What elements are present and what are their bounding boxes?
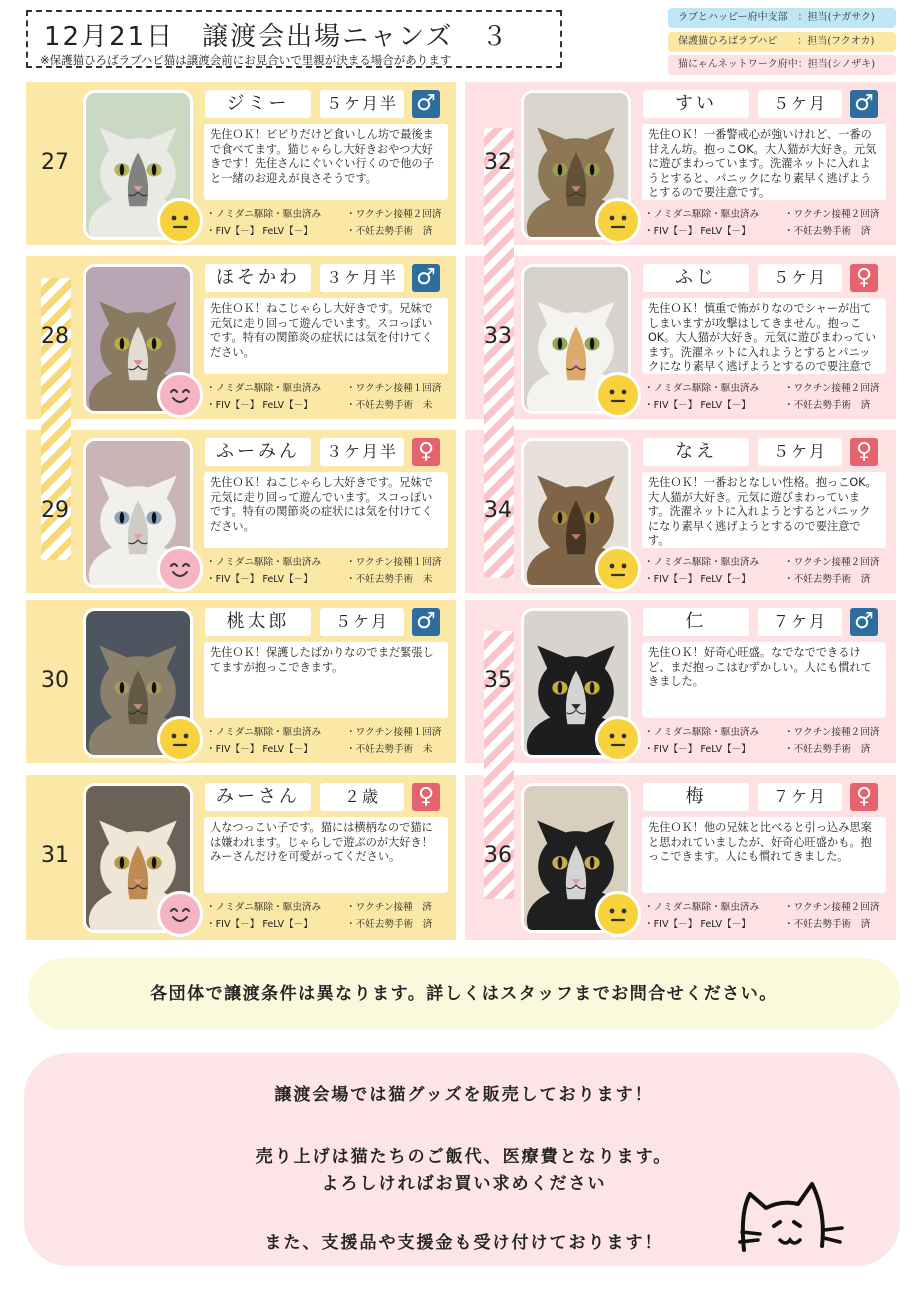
- happy-face-icon: [157, 372, 203, 418]
- cat-description: 先住ＯＫ！保護したばかりなのでまだ緊張してますが抱っこできます。: [204, 642, 448, 718]
- cat-medical-status: [206, 724, 452, 760]
- male-icon: ♂: [412, 264, 440, 292]
- cat-number: 27: [41, 150, 69, 175]
- cat-medical-status: [644, 554, 890, 590]
- cat-description: 先住ＯＫ！一番おとなしい性格。抱っこOK。大人猫が大好き。元気に遊びまわっています。洗濯ネットに入れようとするとパニックになり素早く逃げようとするので要注意です。: [642, 472, 886, 548]
- cat-number: 35: [484, 668, 512, 693]
- status-item: ・ノミダニ駆除・駆虫済み: [206, 557, 322, 568]
- happy-face-icon: [157, 891, 203, 937]
- status-item: ・ワクチン接種２回済: [784, 727, 880, 738]
- neutral-face-icon: [595, 716, 641, 762]
- status-item: ・FIV【－】 FeLV【－】: [644, 400, 751, 411]
- status-item: ・不妊去勢手術 済: [346, 919, 433, 930]
- goods-line-4: また、支援品や支援金も受け付けております！: [264, 1233, 664, 1253]
- cat-medical-status: [644, 899, 890, 935]
- status-item: ・不妊去勢手術 済: [784, 226, 871, 237]
- cat-age: ３ケ月半: [320, 264, 404, 292]
- female-icon: ♀: [850, 783, 878, 811]
- female-icon: ♀: [850, 264, 878, 292]
- goods-line-3: よろしければお買い求めください: [321, 1174, 607, 1194]
- status-item: ・不妊去勢手術 未: [346, 574, 433, 585]
- status-item: ・ノミダニ駆除・駆虫済み: [644, 727, 760, 738]
- page-title: 12月21日 譲渡会出場ニャンズ ３: [44, 22, 510, 52]
- cat-number: 28: [41, 324, 69, 349]
- cat-age: ５ケ月: [320, 608, 404, 636]
- cat-age: ５ケ月: [758, 90, 842, 118]
- cat-medical-status: [206, 380, 452, 416]
- cat-number: 31: [41, 843, 69, 868]
- cat-name: 梅: [643, 783, 749, 811]
- neutral-face-icon: [595, 546, 641, 592]
- status-item: ・FIV【－】 FeLV【－】: [644, 574, 751, 585]
- male-icon: ♂: [850, 608, 878, 636]
- status-item: ・ワクチン接種２回済: [784, 557, 880, 568]
- neutral-face-icon: [595, 198, 641, 244]
- legend-item: 保護猫ひろばラブハピ ：担当(フクオカ): [668, 32, 896, 52]
- neutral-face-icon: [595, 891, 641, 937]
- status-item: ・ワクチン接種２回済: [784, 383, 880, 394]
- cat-age: ３ケ月半: [320, 438, 404, 466]
- status-item: ・ノミダニ駆除・駆虫済み: [644, 209, 760, 220]
- cat-description: 先住ＯＫ！ねこじゃらし大好きです。兄妹で元気に走り回って遊んでいます。スコっぽいです。特有の関節炎の症状には気を付けてください。: [204, 298, 448, 374]
- status-item: ・FIV【－】 FeLV【－】: [206, 574, 313, 585]
- male-icon: ♂: [850, 90, 878, 118]
- status-item: ・ノミダニ駆除・駆虫済み: [644, 383, 760, 394]
- neutral-face-icon: [157, 198, 203, 244]
- status-item: ・ノミダニ駆除・駆虫済み: [644, 557, 760, 568]
- cat-description: 先住ＯＫ！一番警戒心が強いけれど、一番の甘えん坊。抱っこOK。大人猫が大好き。元気に遊びまわっています。洗濯ネットに入れようとすると、パニックになり素早く逃げようとするので要注意です。: [642, 124, 886, 200]
- cat-name: ふーみん: [205, 438, 311, 466]
- status-item: ・FIV【－】 FeLV【－】: [644, 919, 751, 930]
- cat-number: 32: [484, 150, 512, 175]
- status-item: ・ワクチン接種２回済: [784, 209, 880, 220]
- status-item: ・ノミダニ駆除・駆虫済み: [644, 902, 760, 913]
- cat-name: みーさん: [205, 783, 311, 811]
- cat-medical-status: [644, 206, 890, 242]
- adoption-conditions-banner: 各団体で譲渡条件は異なります。詳しくはスタッフまでお問合せください。: [28, 958, 900, 1030]
- cat-description: 先住ＯＫ！慎重で怖がりなのでシャーが出てしまいますが攻撃はしてきません。抱っこOK。大人猫が大好き。元気に遊びまわっています。洗濯ネットに入れようとするとパニックになり素早く逃げようとするので要注意で: [642, 298, 886, 374]
- cat-medical-status: [644, 380, 890, 416]
- status-item: ・FIV【－】 FeLV【－】: [644, 226, 751, 237]
- cat-name: ほそかわ: [205, 264, 311, 292]
- male-icon: ♂: [412, 90, 440, 118]
- goods-line-2: 売り上げは猫たちのご飯代、医療費となります。: [255, 1147, 673, 1167]
- status-item: ・ノミダニ駆除・駆虫済み: [206, 727, 322, 738]
- cat-number: 34: [484, 498, 512, 523]
- cat-age: ５ケ月: [758, 438, 842, 466]
- status-item: ・FIV【－】 FeLV【－】: [206, 744, 313, 755]
- cat-medical-status: [644, 724, 890, 760]
- status-item: ・不妊去勢手術 未: [346, 400, 433, 411]
- status-item: ・FIV【－】 FeLV【－】: [206, 919, 313, 930]
- cat-name: 仁: [643, 608, 749, 636]
- status-item: ・FIV【－】 FeLV【－】: [206, 226, 313, 237]
- cat-name: ジミー: [205, 90, 311, 118]
- cat-age: ７ケ月: [758, 608, 842, 636]
- cat-description: 先住ＯＫ！ねこじゃらし大好きです。兄妹で元気に走り回って遊んでいます。スコっぽいです。特有の関節炎の症状には気を付けてください。: [204, 472, 448, 548]
- status-item: ・ワクチン接種１回済: [346, 383, 442, 394]
- cat-description: 人なつっこい子です。猫には横柄なので猫には嫌われます。じゃらしで遊ぶのが大好き！みーさんだけを可愛がってください。: [204, 817, 448, 893]
- cat-medical-status: [206, 206, 452, 242]
- header-note: ※保護猫ひろばラブハピ猫は譲渡会前にお見合いで里親が決まる場合があります: [40, 53, 452, 67]
- cat-age: ５ケ月半: [320, 90, 404, 118]
- status-item: ・ワクチン接種１回済: [346, 727, 442, 738]
- goods-line-1: 譲渡会場では猫グッズを販売しております！: [274, 1085, 654, 1105]
- status-item: ・FIV【－】 FeLV【－】: [644, 744, 751, 755]
- cat-number: 33: [484, 324, 512, 349]
- cat-description: 先住ＯＫ！ビビりだけど食いしん坊で最後まで食べてます。猫じゃらし大好きおやつ大好きです！先住さんにぐいぐい行くので他の子と一緒のお迎えが良さそうです。: [204, 124, 448, 200]
- status-item: ・不妊去勢手術 済: [784, 400, 871, 411]
- status-item: ・不妊去勢手術 済: [784, 744, 871, 755]
- status-item: ・不妊去勢手術 未: [346, 744, 433, 755]
- cat-age: ７ケ月: [758, 783, 842, 811]
- female-icon: ♀: [412, 783, 440, 811]
- cat-description: 先住ＯＫ！他の兄妹と比べると引っ込み思案と思われていましたが、好奇心旺盛かも。抱っこできます。人にも慣れてきました。: [642, 817, 886, 893]
- cat-doodle-icon: [736, 1172, 846, 1264]
- happy-face-icon: [157, 546, 203, 592]
- status-item: ・ワクチン接種２回済: [784, 902, 880, 913]
- neutral-face-icon: [595, 372, 641, 418]
- cat-number: 36: [484, 843, 512, 868]
- status-item: ・ノミダニ駆除・駆虫済み: [206, 383, 322, 394]
- neutral-face-icon: [157, 716, 203, 762]
- status-item: ・不妊去勢手術 済: [346, 226, 433, 237]
- cat-name: 桃太郎: [205, 608, 311, 636]
- female-icon: ♀: [412, 438, 440, 466]
- status-item: ・FIV【－】 FeLV【－】: [206, 400, 313, 411]
- status-item: ・不妊去勢手術 済: [784, 919, 871, 930]
- cat-number: 30: [41, 668, 69, 693]
- status-item: ・ワクチン接種 済: [346, 902, 432, 913]
- cat-name: ふじ: [643, 264, 749, 292]
- cat-medical-status: [206, 899, 452, 935]
- status-item: ・ワクチン接種２回済: [346, 209, 442, 220]
- legend-item: ラブとハッピー府中支部 ：担当(ナガサク): [668, 8, 896, 28]
- status-item: ・ノミダニ駆除・駆虫済み: [206, 902, 322, 913]
- status-item: ・ノミダニ駆除・駆虫済み: [206, 209, 322, 220]
- cat-number: 29: [41, 498, 69, 523]
- cat-age: ２歳: [320, 783, 404, 811]
- cat-name: なえ: [643, 438, 749, 466]
- status-item: ・不妊去勢手術 済: [784, 574, 871, 585]
- cat-description: 先住ＯＫ！好奇心旺盛。なでなでできるけど、まだ抱っこはむずかしい。人にも慣れてきました。: [642, 642, 886, 718]
- legend-item: 猫にゃんネットワーク府中：担当(シノザキ): [668, 55, 896, 75]
- female-icon: ♀: [850, 438, 878, 466]
- cat-medical-status: [206, 554, 452, 590]
- status-item: ・ワクチン接種１回済: [346, 557, 442, 568]
- male-icon: ♂: [412, 608, 440, 636]
- cat-age: ５ケ月: [758, 264, 842, 292]
- cat-name: すい: [643, 90, 749, 118]
- header-box: [26, 10, 562, 68]
